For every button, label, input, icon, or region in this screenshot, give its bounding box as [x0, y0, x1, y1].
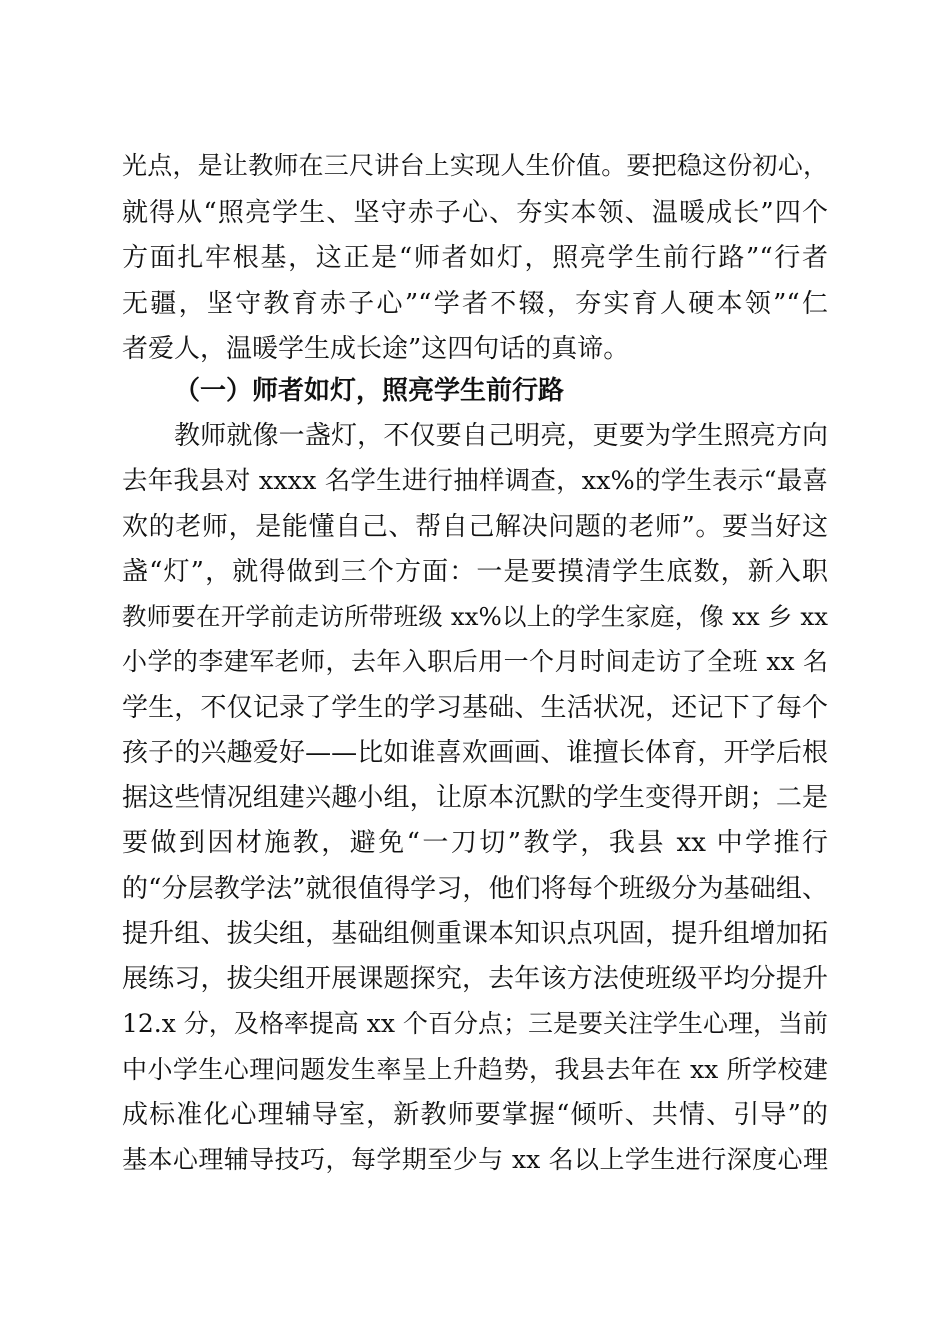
text-line: 提升组、拔尖组，基础组侧重课本知识点巩固，提升组增加拓 [122, 919, 828, 949]
text-line: 去年我县对 xxxx 名学生进行抽样调查，xx%的学生表示“最喜 [122, 466, 828, 496]
section-heading: （一）师者如灯，照亮学生前行路 [174, 376, 565, 406]
text-line: 光点，是让教师在三尺讲台上实现人生价值。要把稳这份初心， [122, 151, 828, 180]
text-line: 中小学生心理问题发生率呈上升趋势，我县去年在 xx 所学校建 [122, 1055, 828, 1084]
text-line: 展练习，拔尖组开展课题探究，去年该方法使班级平均分提升 [122, 964, 828, 994]
text-line: 成标准化心理辅导室，新教师要掌握“倾听、共情、引导”的 [122, 1100, 828, 1130]
text-line: 基本心理辅导技巧，每学期至少与 xx 名以上学生进行深度心理 [122, 1145, 828, 1174]
text-line: 者爱人，温暖学生成长途”这四句话的真谛。 [122, 334, 630, 364]
text-line: 孩子的兴趣爱好——比如谁喜欢画画、谁擅长体育，开学后根 [122, 738, 828, 768]
text-line: 学生，不仅记录了学生的学习基础、生活状况，还记下了每个 [122, 693, 828, 723]
text-line: 小学的李建军老师，去年入职后用一个月时间走访了全班 xx 名 [122, 647, 828, 676]
text-line: 要做到因材施教，避免“一刀切”教学，我县 xx 中学推行 [122, 828, 828, 858]
text-line: 教师要在开学前走访所带班级 xx%以上的学生家庭，像 xx 乡 xx [122, 602, 828, 631]
text-line: 无疆，坚守教育赤子心”“学者不辍，夯实育人硬本领”“仁 [122, 289, 828, 319]
text-line: 教师就像一盏灯，不仅要自己明亮，更要为学生照亮方向 [174, 421, 828, 451]
text-line: 盏“灯”，就得做到三个方面：一是要摸清学生底数，新入职 [122, 557, 828, 587]
text-line: 方面扎牢根基，这正是“师者如灯，照亮学生前行路”“行者 [122, 243, 828, 273]
text-line: 12.x 分，及格率提高 xx 个百分点；三是要关注学生心理，当前 [122, 1009, 828, 1038]
text-line: 的“分层教学法”就很值得学习，他们将每个班级分为基础组、 [122, 874, 828, 904]
text-line: 就得从“照亮学生、坚守赤子心、夯实本领、温暖成长”四个 [122, 198, 828, 228]
text-line: 欢的老师，是能懂自己、帮自己解决问题的老师”。要当好这 [122, 512, 828, 542]
text-line: 据这些情况组建兴趣小组，让原本沉默的学生变得开朗；二是 [122, 783, 828, 813]
